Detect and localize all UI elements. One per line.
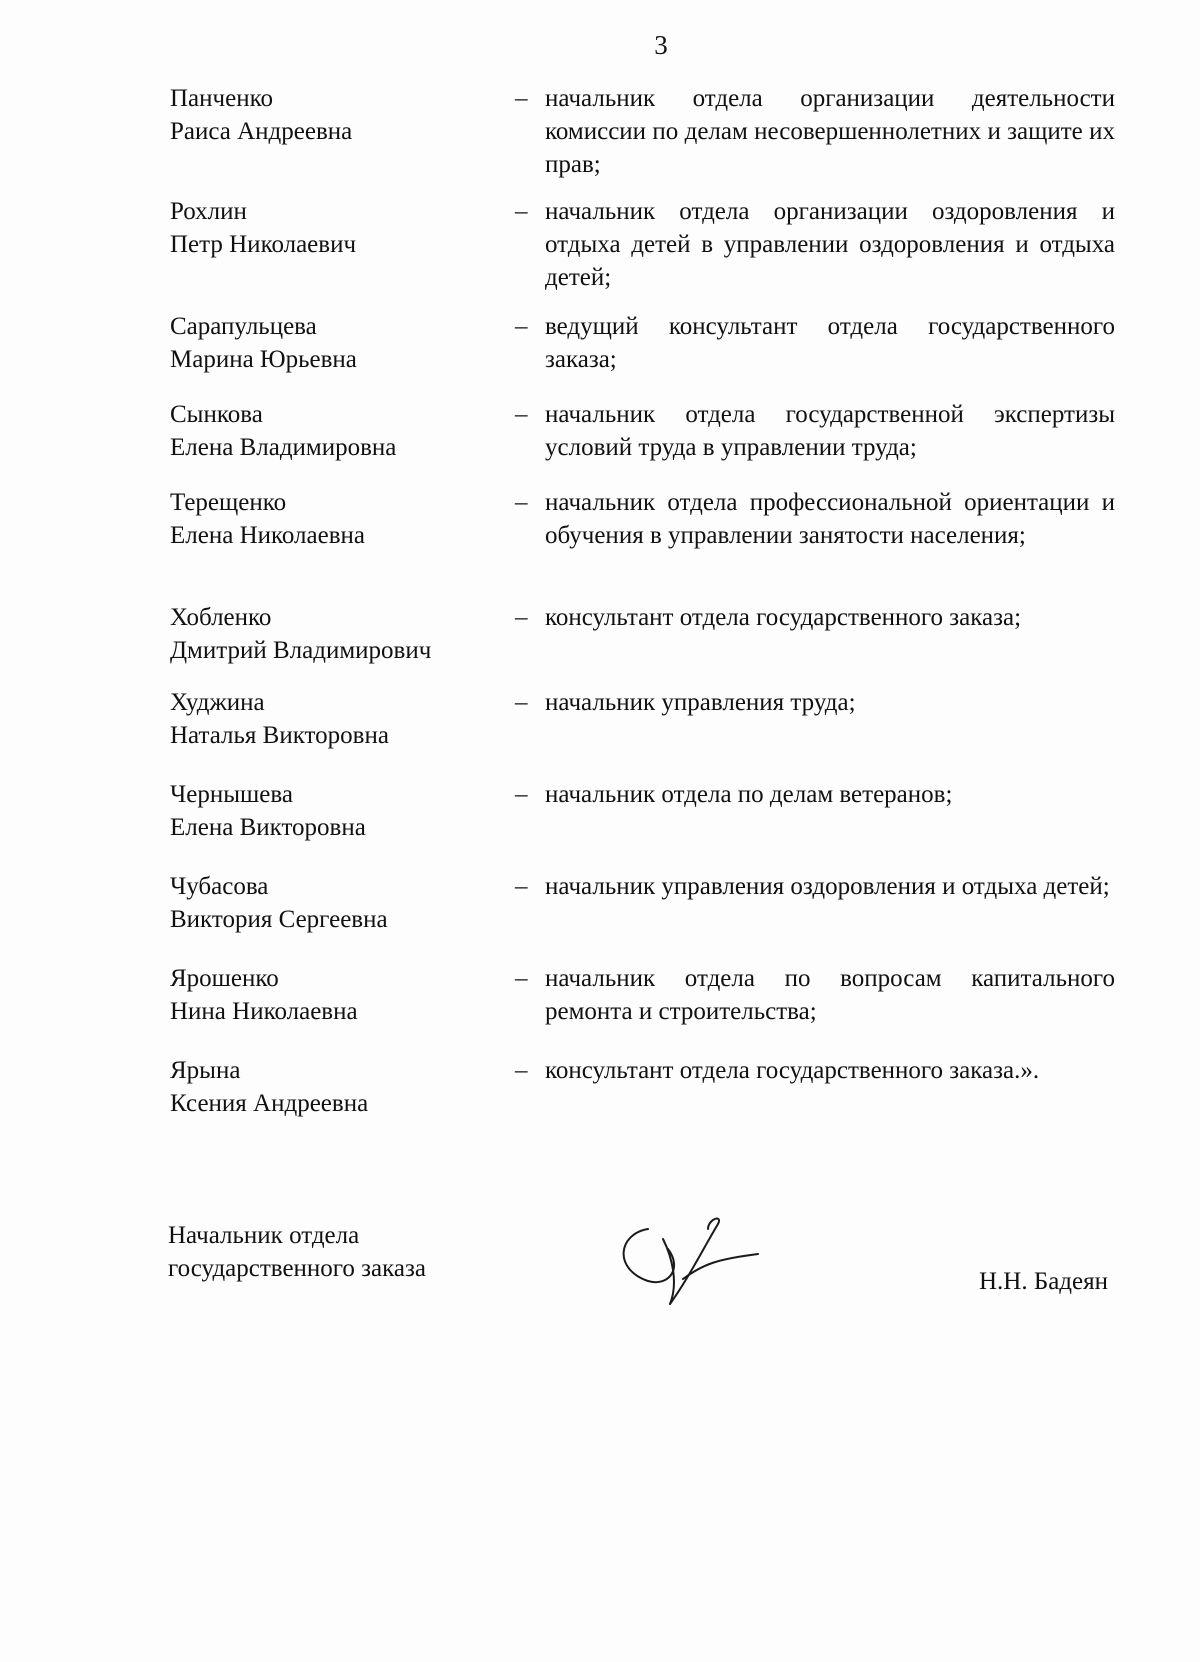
position-text: начальник отдела по делам ветеранов; — [545, 781, 953, 808]
list-item — [0, 195, 1200, 310]
surname: Панченко — [170, 85, 273, 112]
given-names: Нина Николаевна — [170, 998, 358, 1025]
list-item — [0, 310, 1200, 398]
list-item — [0, 778, 1200, 870]
dash: – — [515, 689, 528, 716]
page-number: 3 — [654, 30, 668, 60]
given-names: Елена Владимировна — [170, 434, 397, 461]
dash: – — [515, 873, 528, 900]
list-item — [0, 82, 1200, 195]
position-text: начальник управления оздоровления и отдыха детей; — [545, 873, 1110, 900]
dash: – — [515, 401, 528, 428]
person-name — [170, 310, 490, 376]
person-name — [170, 195, 490, 261]
dash: – — [515, 85, 528, 112]
signer-title — [168, 1219, 508, 1285]
position-text: начальник управления труда; — [545, 689, 856, 716]
handwritten-signature — [608, 1209, 768, 1309]
position-text: начальник отдела профессиональной ориентации и обучения в управлении занятости населения; — [545, 489, 1115, 549]
given-names: Ксения Андреевна — [170, 1090, 369, 1117]
dash: – — [515, 1057, 528, 1084]
list-item — [0, 398, 1200, 486]
staff-list — [0, 82, 1200, 1144]
signer-title-line1: Начальник отдела — [168, 1222, 360, 1249]
position-text: начальник отдела государственной экспертизы условий труда в управлении труда; — [545, 401, 1115, 461]
surname: Чубасова — [170, 873, 269, 900]
given-names: Раиса Андреевна — [170, 118, 353, 145]
surname: Терещенко — [170, 489, 287, 516]
person-name — [170, 82, 490, 148]
given-names: Елена Николаевна — [170, 522, 365, 549]
person-name — [170, 486, 490, 552]
list-item — [0, 486, 1200, 601]
position-text: начальник отдела организации оздоровления и отдыха детей в управлении оздоровления и отдыха детей; — [545, 198, 1115, 291]
surname: Хобленко — [170, 604, 272, 631]
list-item — [0, 870, 1200, 962]
given-names: Наталья Викторовна — [170, 722, 389, 749]
given-names: Елена Викторовна — [170, 814, 366, 841]
signature-block — [0, 1219, 1200, 1339]
position-text: консультант отдела государственного заказа; — [545, 604, 1022, 631]
person-name — [170, 398, 490, 464]
person-name — [170, 601, 490, 667]
signer-title-line2: государственного заказа — [168, 1255, 426, 1282]
position-text: консультант отдела государственного заказа.». — [545, 1057, 1040, 1084]
dash: – — [515, 604, 528, 631]
surname: Сарапульцева — [170, 313, 317, 340]
surname: Худжина — [170, 689, 265, 716]
list-item — [0, 1054, 1200, 1144]
surname: Сынкова — [170, 401, 263, 428]
given-names: Виктория Сергеевна — [170, 906, 388, 933]
surname: Ярошенко — [170, 965, 279, 992]
signer-name: Н.Н. Бадеян — [979, 1268, 1109, 1295]
position-text: начальник отдела организации деятельности комиссии по делам несовершеннолетних и защите их прав; — [545, 85, 1115, 178]
person-name — [170, 1054, 490, 1120]
dash: – — [515, 489, 528, 516]
person-name — [170, 962, 490, 1028]
person-name — [170, 870, 490, 936]
dash: – — [515, 198, 528, 225]
given-names: Марина Юрьевна — [170, 346, 357, 373]
surname: Ярына — [170, 1057, 241, 1084]
given-names: Петр Николаевич — [170, 231, 357, 258]
position-text: начальник отдела по вопросам капитального ремонта и строительства; — [545, 965, 1115, 1025]
dash: – — [515, 313, 528, 340]
given-names: Дмитрий Владимирович — [170, 637, 432, 664]
person-name — [170, 686, 490, 752]
list-item — [0, 686, 1200, 778]
surname: Чернышева — [170, 781, 293, 808]
position-text: ведущий консультант отдела государственного заказа; — [545, 313, 1115, 373]
dash: – — [515, 781, 528, 808]
list-item — [0, 962, 1200, 1054]
person-name — [170, 778, 490, 844]
dash: – — [515, 965, 528, 992]
list-item — [0, 601, 1200, 686]
surname: Рохлин — [170, 198, 247, 225]
